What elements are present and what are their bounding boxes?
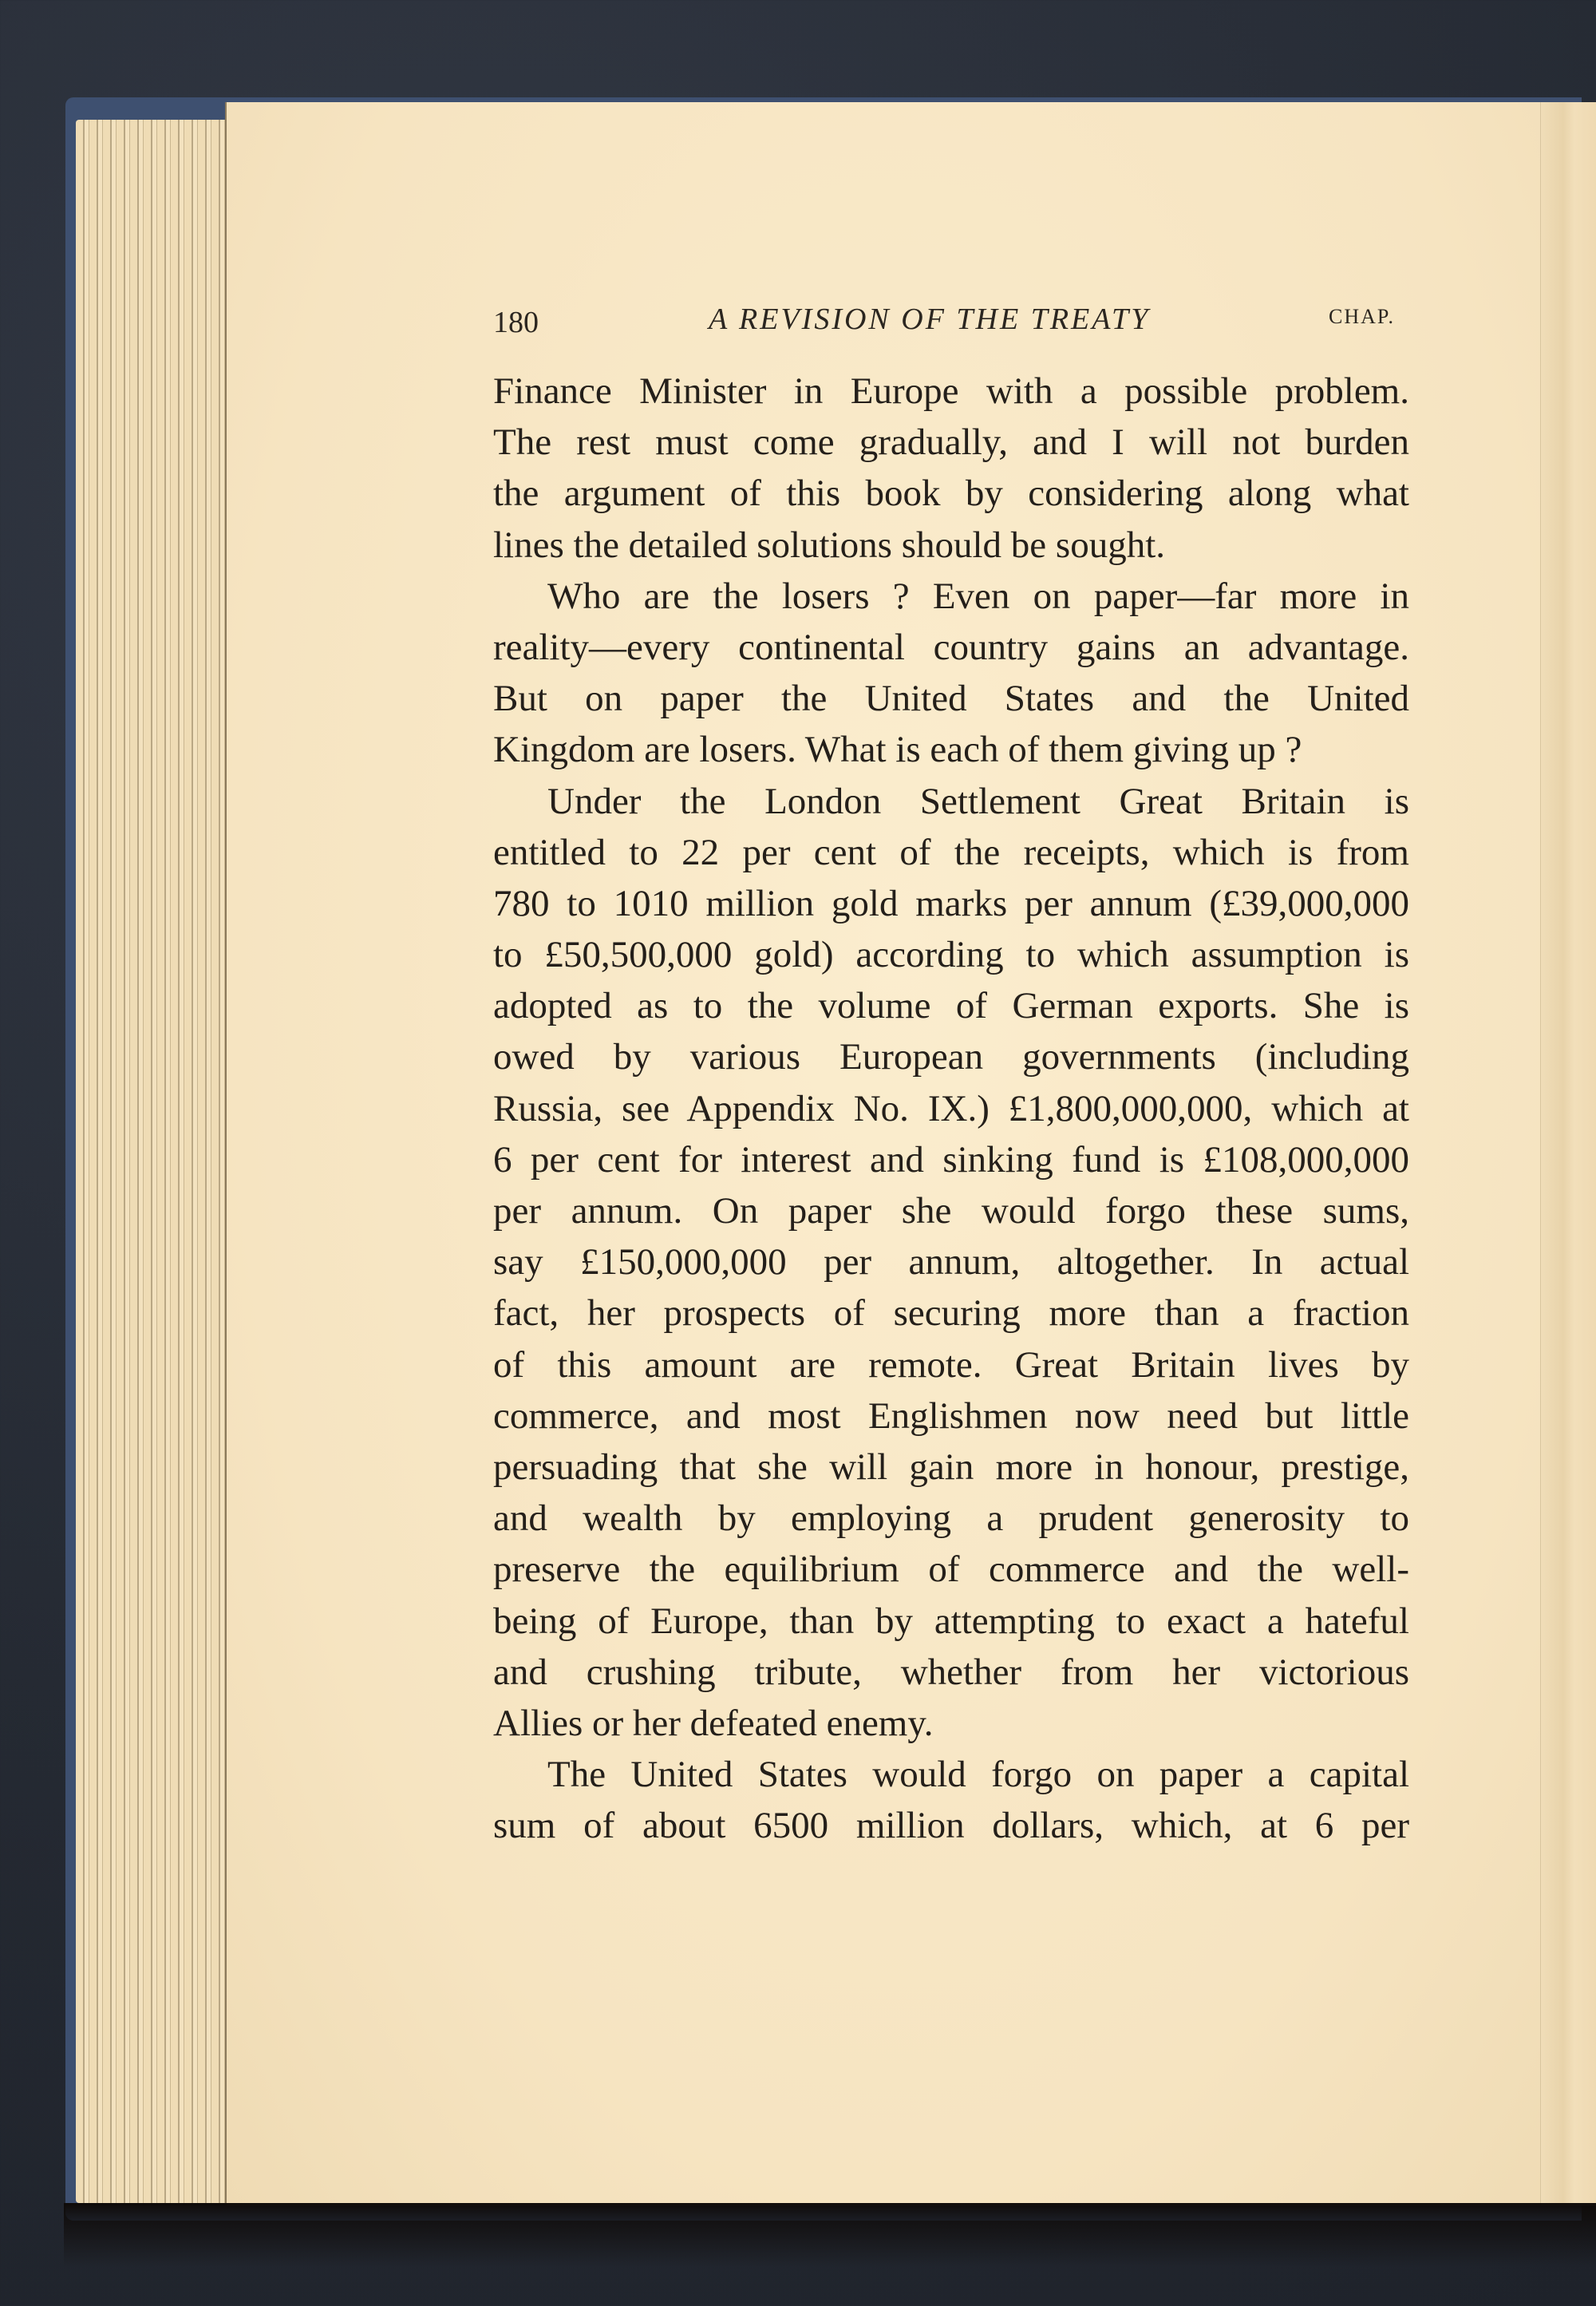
text-line: the argument of this book by considering along what	[493, 473, 1409, 515]
text-line: say £150,000,000 per annum, altogether. In actual	[493, 1241, 1409, 1284]
text-line: Finance Minister in Europe with a possible problem.	[493, 370, 1409, 412]
text-line: But on paper the United States and the United	[493, 678, 1409, 720]
text-line: to £50,500,000 gold) according to which assumption is	[493, 934, 1409, 976]
text-line: per annum. On paper she would forgo these sums,	[493, 1190, 1409, 1232]
page-edges	[76, 120, 227, 2203]
text-line: fact, her prospects of securing more than a fraction	[493, 1292, 1409, 1335]
text-line: preserve the equilibrium of commerce and the well-	[493, 1549, 1409, 1591]
text-line: Who are the losers ? Even on paper—far more in	[547, 575, 1409, 617]
text-line: Kingdom are losers. What is each of them giving up ?	[493, 729, 1302, 771]
text-line: Russia, see Appendix No. IX.) £1,800,000,000, which at	[493, 1087, 1409, 1129]
running-head	[493, 302, 1395, 342]
text-line: reality—every continental country gains an advantage.	[493, 626, 1409, 668]
text-line: 6 per cent for interest and sinking fund is £108,000,000	[493, 1138, 1409, 1181]
text-line: being of Europe, than by attempting to exact a hateful	[493, 1600, 1409, 1642]
text-line: adopted as to the volume of German exports. She is	[493, 985, 1409, 1027]
text-line: The rest must come gradually, and I will not burden	[493, 421, 1409, 464]
shadow	[64, 2203, 1596, 2267]
text-line: sum of about 6500 million dollars, which, at 6 per	[493, 1805, 1409, 1847]
text-line: commerce, and most Englishmen now need but little	[493, 1394, 1409, 1437]
body-text	[493, 366, 1409, 1851]
text-line: owed by various European governments (including	[493, 1036, 1409, 1078]
text-line: persuading that she will gain more in honour, prestige,	[493, 1446, 1409, 1488]
text-line: and wealth by employing a prudent generosity to	[493, 1497, 1409, 1540]
text-line: of this amount are remote. Great Britain lives by	[493, 1343, 1409, 1386]
text-line: 780 to 1010 million gold marks per annum (£39,000,000	[493, 882, 1409, 924]
text-line: Under the London Settlement Great Britain is	[547, 780, 1409, 822]
text-line: lines the detailed solutions should be sought.	[493, 524, 1166, 566]
text-line: and crushing tribute, whether from her victorious	[493, 1651, 1409, 1693]
text-line: entitled to 22 per cent of the receipts, which is from	[493, 831, 1409, 873]
facing-page-edge	[1540, 102, 1596, 2205]
running-title: A REVISION OF THE TREATY	[709, 303, 1151, 336]
text-line: Allies or her defeated enemy.	[493, 1702, 934, 1744]
page-number: 180	[493, 306, 539, 339]
section-label: CHAP.	[1329, 305, 1395, 328]
text-line: The United States would forgo on paper a capital	[547, 1754, 1409, 1796]
